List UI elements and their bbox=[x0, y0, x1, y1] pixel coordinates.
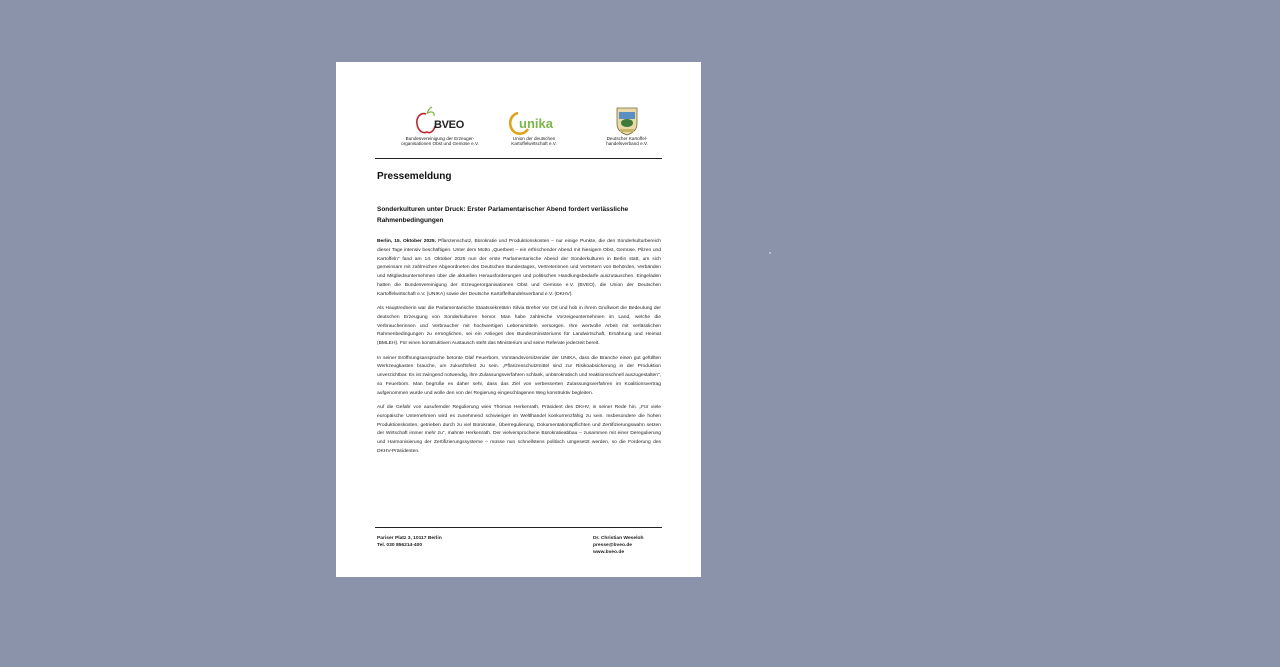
dkhv-caption-line-2: handelsverband e.V. bbox=[606, 141, 648, 147]
bveo-caption-line-2: organisationen Obst und Gemüse e.V. bbox=[401, 141, 479, 147]
footer-email-link[interactable]: presse@bveo.de bbox=[593, 543, 633, 548]
footer-contact bbox=[593, 535, 643, 556]
logo-row bbox=[376, 106, 662, 158]
footer-website-link[interactable]: www.bveo.de bbox=[593, 550, 625, 555]
paragraph-text: Auf die Gefahr von ausufernder Regulierung wies Thomas Herkenrath, Präsident des DKHV, in seiner Rede hin. „Für viele europäische Unternehmen wird es zunehmend schwieriger im Weltlhandel konkurrenzfähig zu sein. Insbesondere die hohen Produktionskosten, getrieben durch zu viel Bürokratie, Überregulierung, Dokumentationspflichten und Zertifizierungswahn setzen der Wirtschaft immer mehr zu“, mahnte Herkenrath. Der vielversprochene Bürokratieabbau – zusammen mit einer Deregulierung und Harmonisierung der Zertifizierungssysteme – müsse nun schnellstens politisch umgesetzt werden, so die Forderung des DKHV-Präsidenten. bbox=[377, 405, 661, 455]
paragraph-text: Als Hauptrednerin war die Parlamentarische Staatssekretärin Silvia Breher vor Ort und hob in ihrem Grußwort die Bedeutung der deutschen Erzeugung von Sonderkulturen hervor. Man habe zahlreiche Vorzeigeunternehmen im Land, welche die Verbraucherinnen und Verbraucher mit hochwertigen Lebensmitteln versorgen. Ihre wertvolle Arbeit mit verlässlichen Rahmenbedingungen zu ermöglichen, sei ein Anliegen des Bundesministeriums für Landwirtschaft, Ernährung und Heimat (BMLEH). Für einen konstruktiven Austausch steht das Ministerium und seine Referate jederzeit bereit. bbox=[377, 306, 661, 347]
unika-caption-line-2: Kartoffelwirtschaft e.V. bbox=[511, 141, 557, 147]
headline: Sonderkulturen unter Druck: Erster Parlamentarischer Abend fordert verlässliche Rahmenbedingungen bbox=[377, 206, 629, 224]
footer-address-line: Pariser Platz 3, 10117 Berlin bbox=[377, 536, 442, 541]
footer-divider bbox=[375, 527, 662, 528]
paragraph bbox=[377, 305, 661, 349]
footer-address bbox=[377, 535, 442, 549]
dkhv-crest-icon bbox=[594, 106, 660, 136]
footer-contact-name: Dr. Christian Weseloh bbox=[593, 536, 644, 541]
paragraph bbox=[377, 404, 661, 457]
footer-phone: Tel. 030 856214-400 bbox=[377, 543, 423, 548]
dkhv-caption-line-1: Deutscher Kartoffel- bbox=[606, 136, 648, 141]
article-body bbox=[377, 238, 661, 462]
unika-wordmark: unika bbox=[519, 116, 553, 131]
paragraph bbox=[377, 355, 661, 399]
unika-logo bbox=[504, 106, 564, 147]
paragraph-text: Pflanzenschutz, Bürokratie und Produktionskosten – nur einige Punkte, die den Sonderkulturbereich dieser Tage intensiv beschäftigen. Unter dem Motto „Querbeet – ein erfrischender Abend mit hiesigem Obst, Gemüse, Pilzen und Kartoffeln“ fand am 14. Oktober 2025 nun der erste Parlamentarische Abend der Sonderkulturen in Berlin statt, um sich gemeinsam mit zahlreichen Abgeordneten des Deutschen Bundestages, Vertreterinnen und Vertretern von Behörden, Verbänden und Mitgliedsunternehmen über die aktuellen Herausforderungen und politischen Handlungsbedarfe auszutauschen. Eingeladen hatten die Bundesvereinigung der Erzeugerorganisationen Obst und Gemüse e.V. (BVEO), die Union der Deutschen Kartoffelwirtschaft e.V. (UNIKA) sowie der Deutsche Kartoffelhandelsverband e.V. (DKHV). bbox=[377, 239, 661, 297]
bveo-wordmark: BVEO bbox=[434, 119, 464, 131]
bveo-logo bbox=[390, 106, 490, 147]
dateline: Berlin, 15. Oktober 2025. bbox=[377, 239, 436, 244]
header-divider bbox=[375, 158, 662, 159]
paragraph bbox=[377, 238, 661, 300]
press-release-page bbox=[336, 62, 701, 577]
page-title: Pressemeldung bbox=[377, 171, 452, 182]
unika-caption-line-1: Union der deutschen bbox=[512, 136, 556, 141]
dkhv-logo bbox=[594, 106, 660, 147]
mouse-cursor-dot bbox=[769, 252, 771, 254]
paragraph-text: In seiner Eröffnungsansprache betonte Olaf Feuerborn, Vorstandsvorsitzender der UNIKA, dass die Branche einen gut gefüllten Werkzeugkasten brauche, um zukunftsfest zu sein. „Pflanzenschutzmittel sind zur Risikoabsicherung in der Produktion unverzichtbar. Es ist zwingend notwendig, ihre Zulassungsverfahren schlank, unbürokratisch und reaktionsschnell auszugestalten“, so Feuerborn. Man begrüße es daher sehr, dass das Ziel von verbesserten Zulassungsverfahren im Koalitionsvertrag aufgenommen wurde und wolle den von der Regierung eingeschlagenen Weg konstruktiv begleiten. bbox=[377, 355, 661, 396]
bveo-caption-line-1: Bundesvereinigung der Erzeuger- bbox=[405, 136, 475, 141]
